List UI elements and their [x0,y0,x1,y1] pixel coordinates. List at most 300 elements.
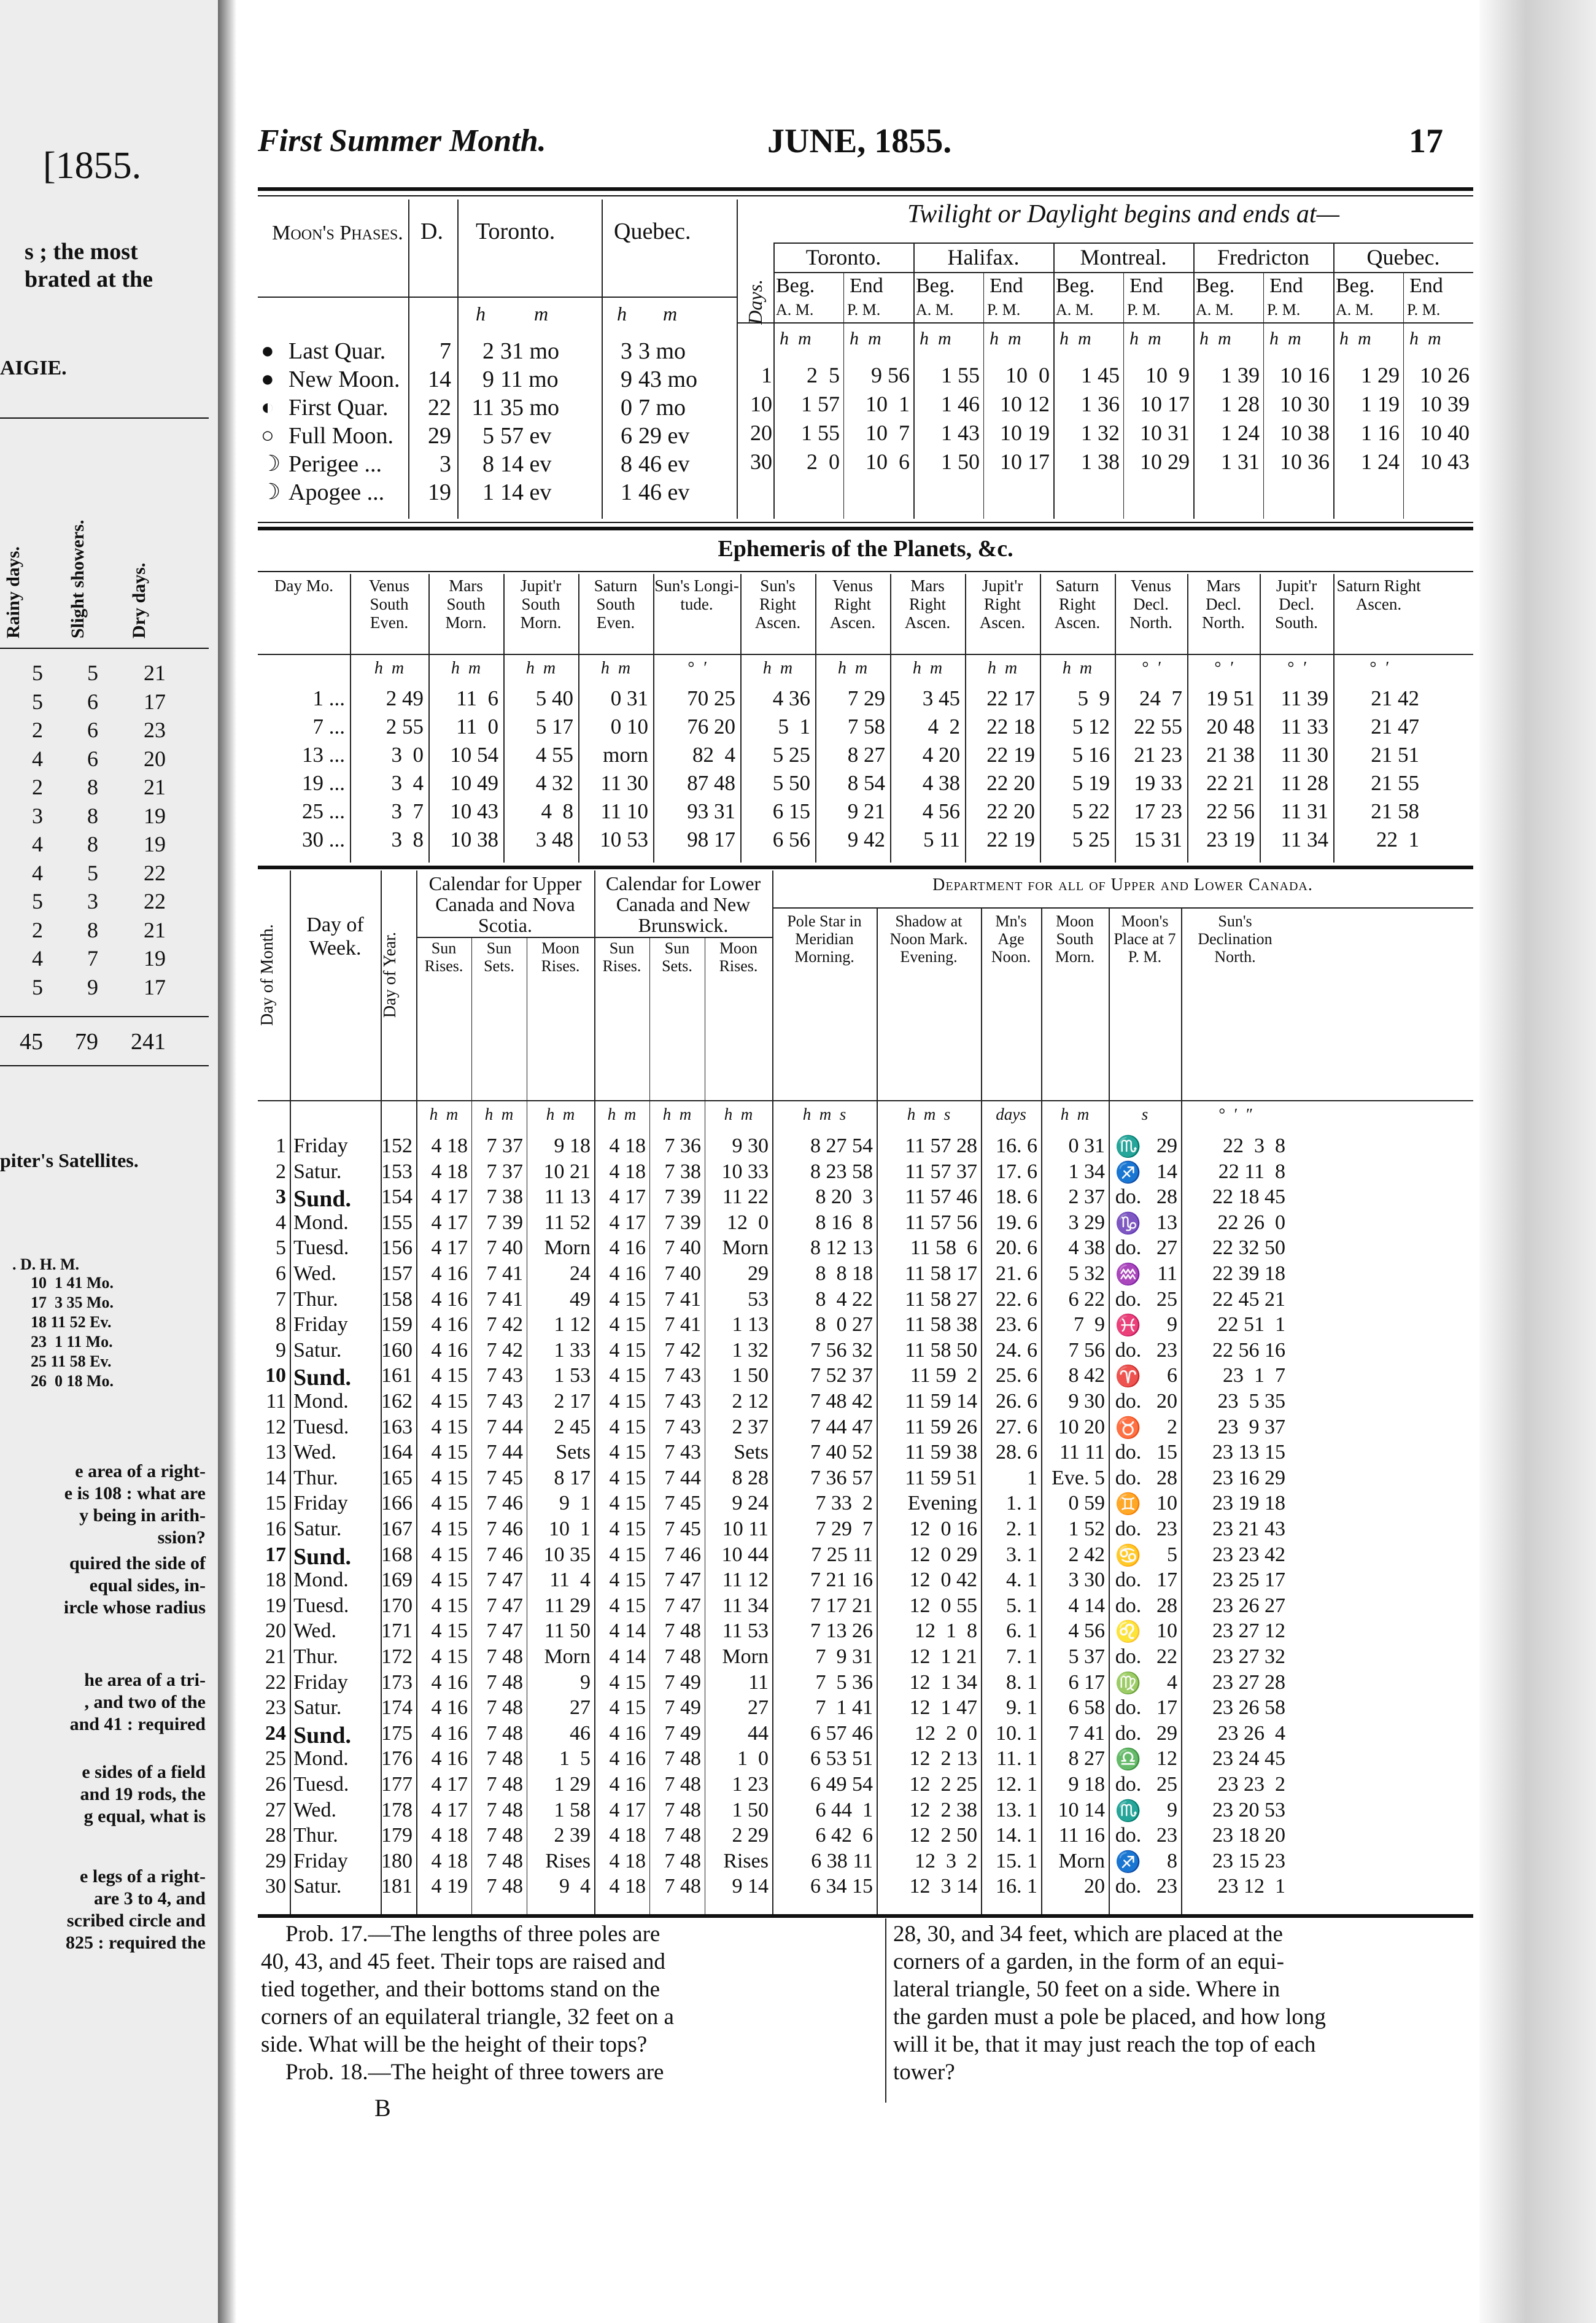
ephemeris-cell: 11 28 [1280,771,1328,795]
calendar-cell: 9. 1 [1006,1696,1037,1720]
calendar-cell: 8 [276,1313,286,1336]
calendar-cell: 22 [265,1670,286,1694]
twilight-pm-label: P. M. [1127,301,1161,319]
calendar-cell: 10 20 [1058,1415,1105,1438]
calendar-cell: 4 [1167,1670,1177,1694]
twilight-beg-label: Beg. [1056,274,1095,297]
ephemeris-cell: 7 ... [312,715,345,739]
twilight-am-label: A. M. [776,301,814,319]
calendar-cell: 178 [381,1798,413,1821]
problem-line: corners of a garden, in the form of an equi- [893,1949,1284,1974]
twilight-time: 10 17 [1140,392,1190,416]
calendar-cell: Tuesd. [293,1415,349,1438]
calendar-cell: 6 44 1 [815,1798,873,1821]
calendar-cell: 29 [748,1262,769,1285]
calendar-cell: 12. 1 [996,1773,1037,1796]
twilight-time: 10 17 [1000,449,1050,474]
twilight-time: 1 43 [941,421,980,445]
calendar-cell: 9 14 [732,1875,769,1898]
calendar-cell: Satur. [293,1875,342,1898]
ephemeris-cell: 21 47 [1371,715,1419,739]
calendar-cell: 4 16 [609,1747,646,1770]
moon-phase-day: 14 [428,366,451,392]
moon-unit-label: h [476,303,486,325]
toronto-hour: 11 [471,395,494,421]
moon-phase-name: Last Quar. [289,338,386,364]
ephemeris-unit: h m [525,659,556,678]
calendar-cell: 2 45 [554,1415,591,1438]
toronto-hour: 8 [482,451,494,477]
zodiac-sign-icon: ♋ [1115,1544,1142,1567]
twilight-end-label: End [850,274,883,297]
calendar-cell: 7 48 [486,1645,523,1668]
calendar-cell: 7 13 26 [810,1619,873,1643]
calendar-cell: 4 17 [431,1773,468,1796]
calendar-cell: 6 42 6 [815,1824,873,1847]
calendar-cell: 24 [265,1721,286,1745]
moon-phase-icon: ☽ [261,479,281,504]
calendar-cell: 13. 1 [996,1798,1037,1821]
calendar-cell: 23 26 4 [1217,1721,1285,1745]
calendar-cell: Sund. [293,1186,352,1212]
calendar-subheader: Sun Rises. [602,939,641,975]
calendar-cell: Rises [723,1849,769,1872]
calendar-cell: 4 15 [431,1569,468,1592]
left-rule [0,417,209,419]
calendar-cell: 7 25 11 [811,1543,873,1566]
left-text-line: g equal, what is [83,1806,206,1826]
twilight-day: 20 [750,421,772,445]
calendar-cell: 22 56 16 [1212,1338,1285,1362]
calendar-unit: h m [607,1105,637,1123]
calendar-cell: 172 [381,1645,413,1668]
header-rule [258,187,1473,191]
calendar-cell: 22 32 50 [1212,1236,1285,1260]
zodiac-sign-icon: do. [1115,1824,1142,1847]
calendar-cell: 4 15 [609,1543,646,1566]
calendar-cell: 2 39 [554,1824,591,1847]
calendar-cell: 4 15 [431,1619,468,1643]
left-heading-fragment: AIGIE. [0,357,67,379]
toronto-hour: 2 [482,338,494,364]
calendar-cell: 23 [265,1696,286,1720]
calendar-cell: 7 41 [1068,1721,1105,1745]
calendar-subheader: Sun's Declination North. [1198,912,1273,966]
twilight-time: 1 46 [941,392,980,416]
ephemeris-unit: h m [1062,659,1093,678]
calendar-cell: 6 [1167,1364,1177,1387]
ephemeris-cell: 5 50 [772,771,810,795]
calendar-cell: 7 47 [486,1594,523,1617]
calendar-cell: 5 [276,1236,286,1260]
ephemeris-cell: 21 51 [1371,743,1419,767]
ephemeris-unit: h m [600,659,631,678]
calendar-cell: 23 18 20 [1212,1824,1285,1847]
calendar-cell: 8 27 54 [810,1134,873,1157]
calendar-cell: 6 34 15 [810,1875,873,1898]
zodiac-sign-icon: do. [1115,1645,1142,1668]
calendar-subheader: Sun Sets. [662,939,692,975]
ephemeris-cell: 15 31 [1134,828,1182,851]
zodiac-sign-icon: do. [1115,1569,1142,1592]
calendar-cell: 4 15 [431,1594,468,1617]
twilight-time: 1 57 [801,392,840,416]
day-of-year-header: Day of Year. [381,932,400,1018]
calendar-cell: 7 36 [664,1134,701,1157]
moon-phase-day: 7 [440,338,451,364]
left-table-cell: 2 [32,775,43,799]
calendar-cell: 4 15 [609,1338,646,1362]
calendar-cell: 6. 1 [1006,1619,1037,1643]
ephemeris-cell: 10 38 [450,828,498,851]
quebec-hour: 1 [621,479,632,505]
problem-line: 40, 43, and 45 feet. Their tops are raised and [261,1949,665,1974]
ephemeris-cell: 3 0 [391,743,424,767]
ephemeris-cell: 2 55 [385,715,424,739]
calendar-cell: 27. 6 [996,1415,1037,1438]
calendar-cell: 4 18 [609,1824,646,1847]
left-table-cell: 21 [144,917,166,942]
moon-unit-label: m [534,303,549,325]
calendar-cell: 27 [748,1696,769,1720]
calendar-cell: 4 18 [609,1875,646,1898]
calendar-cell: 20 [1084,1875,1105,1898]
left-table-cell: 4 [32,832,43,856]
calendar-subheader: Moon's Place at 7 P. M. [1114,912,1176,966]
ephemeris-cell: 19 ... [302,771,345,795]
calendar-unit: h m s [907,1105,951,1123]
calendar-cell: 11 59 38 [905,1441,977,1464]
calendar-cell: 23 16 29 [1212,1466,1285,1489]
calendar-rule [258,1100,1473,1101]
calendar-cell: 152 [381,1134,413,1157]
zodiac-sign-icon: do. [1115,1236,1142,1260]
moon-rule [258,297,737,298]
calendar-cell: Friday [293,1670,348,1694]
zodiac-sign-icon: do. [1115,1338,1142,1362]
left-table-cell: 22 [144,889,166,913]
calendar-cell: 12 1 21 [909,1645,977,1668]
calendar-cell: 7 48 [664,1875,701,1898]
calendar-cell: 4 16 [609,1262,646,1285]
signature-mark: B [374,2094,391,2122]
twilight-time: 1 29 [1361,363,1400,387]
ephemeris-cell: 4 38 [922,771,960,795]
ephemeris-cell: 22 1 [1376,828,1419,851]
ephemeris-header: Day Mo. [274,576,333,595]
calendar-cell: 7 56 [1068,1338,1105,1362]
calendar-cell: 7 48 [664,1619,701,1643]
calendar-cell: 12 [265,1415,286,1438]
problem-line: tied together, and their bottoms stand on the [261,1977,660,2002]
ephemeris-cell: 22 20 [986,799,1035,823]
zodiac-sign-icon: ♑ [1115,1212,1142,1235]
calendar-cell: 4 18 [609,1849,646,1872]
calendar-cell: 22 51 1 [1217,1313,1285,1336]
calendar-cell: 4 15 [609,1492,646,1515]
calendar-cell: 4 15 [609,1518,646,1540]
calendar-cell: 7 40 [664,1236,701,1260]
calendar-cell: 2 42 [1068,1543,1105,1566]
ephemeris-unit: ° ′ [687,659,707,678]
calendar-cell: 22 45 21 [1212,1287,1285,1311]
calendar-cell: Morn [544,1236,591,1260]
calendar-cell: 7 43 [664,1364,701,1387]
twilight-beg-label: Beg. [1336,274,1375,297]
calendar-cell: 4 15 [609,1594,646,1617]
calendar-cell: 26. 6 [996,1390,1037,1413]
zodiac-sign-icon: do. [1115,1466,1142,1489]
calendar-cell: 7 49 [664,1696,701,1720]
calendar-cell: 1 [1027,1466,1037,1489]
left-year-label: [1855. [43,145,142,187]
calendar-cell: 4 17 [431,1211,468,1234]
calendar-cell: 154 [381,1185,413,1209]
twilight-rule [773,272,1473,273]
calendar-cell: 4 16 [431,1338,468,1362]
zodiac-sign-icon: ♐ [1115,1161,1142,1184]
twilight-time: 10 7 [866,421,910,445]
calendar-cell: 11 13 [544,1185,591,1209]
moon-phase-name: New Moon. [289,366,400,392]
ephemeris-cell: 21 58 [1371,799,1419,823]
calendar-cell: 1 5 [559,1747,591,1770]
calendar-cell: 4 16 [431,1721,468,1745]
calendar-cell: 7 44 [664,1466,701,1489]
calendar-cell: 4 17 [431,1798,468,1821]
calendar-cell: 7 48 [486,1721,523,1745]
calendar-subheader: Pole Star in Meridian Morning. [787,912,862,966]
calendar-cell: 164 [381,1441,413,1464]
calendar-cell: 7 48 [664,1849,701,1872]
zodiac-sign-icon: do. [1115,1773,1142,1796]
calendar-cell: Sund. [293,1543,352,1570]
calendar-cell: 22 39 18 [1212,1262,1285,1285]
calendar-cell: 7 36 57 [810,1466,873,1489]
calendar-cell: 2. 1 [1006,1518,1037,1540]
calendar-cell: 23 27 28 [1212,1670,1285,1694]
left-text-line: 825 : required the [65,1933,206,1953]
ephemeris-unit: h m [451,659,481,678]
calendar-cell: 174 [381,1696,413,1720]
left-table-cell: 8 [87,917,98,942]
calendar-cell: 23 [1156,1875,1177,1898]
calendar-cell: 22 18 45 [1212,1185,1285,1209]
left-table-cell: 19 [144,803,166,828]
calendar-cell: 53 [748,1287,769,1311]
calendar-cell: 11 57 37 [905,1160,977,1183]
calendar-cell: Thur. [293,1466,338,1489]
calendar-cell: 4 17 [609,1798,646,1821]
calendar-unit: h m [724,1105,753,1123]
left-text-line: e sides of a field [82,1762,206,1782]
left-table-cell: 4 [32,860,43,885]
left-text-line: e legs of a right- [80,1866,206,1887]
calendar-cell: 6 22 [1068,1287,1105,1311]
calendar-cell: 10 44 [721,1543,769,1566]
calendar-cell: 6 58 [1068,1696,1105,1720]
calendar-cell: 181 [381,1875,413,1898]
calendar-cell: 11 57 56 [905,1211,977,1234]
ephemeris-cell: 10 54 [450,743,498,767]
twilight-time: 10 38 [1280,421,1330,445]
satellite-row: 18 11 52 Ev. [31,1313,112,1331]
twilight-time: 10 29 [1140,449,1190,474]
ephemeris-cell: 11 33 [1280,715,1328,739]
ephemeris-cell: 3 8 [391,828,424,851]
zodiac-sign-icon: ♊ [1115,1493,1142,1516]
calendar-cell: 9 [580,1670,591,1694]
calendar-cell: 4 14 [609,1619,646,1643]
moon-unit-label: h [617,303,627,325]
calendar-cell: Sund. [293,1722,352,1748]
ephemeris-header: Sun's Right Ascen. [754,576,801,632]
calendar-cell: 176 [381,1747,413,1770]
twilight-time: 1 39 [1221,363,1260,387]
calendar-cell: 2 [1167,1415,1177,1438]
calendar-cell: 4 15 [609,1569,646,1592]
calendar-cell: 10 [1156,1619,1177,1643]
calendar-cell: Satur. [293,1518,342,1540]
calendar-cell: Mond. [293,1569,349,1592]
calendar-cell: 26 [265,1773,286,1796]
calendar-cell: 7 37 [486,1134,523,1157]
zodiac-sign-icon: ♈ [1115,1365,1142,1389]
twilight-day: 30 [750,449,772,474]
ephemeris-unit: h m [837,659,868,678]
ephemeris-cell: 21 23 [1134,743,1182,767]
calendar-cell: 11 58 6 [910,1236,977,1260]
moon-phase-name: Perigee ... [289,451,382,477]
calendar-subheader: Shadow at Noon Mark. Evening. [889,912,968,966]
ephemeris-cell: 19 51 [1206,686,1255,710]
calendar-cell: 161 [381,1364,413,1387]
calendar-cell: 23. 6 [996,1313,1037,1336]
header-rule [258,195,1473,196]
calendar-cell: 7 9 31 [815,1645,873,1668]
quebec-minute: 43 mo [638,366,698,392]
ephemeris-header: Venus Decl. North. [1129,576,1172,632]
quebec-minute: 29 ev [638,423,690,449]
calendar-cell: 155 [381,1211,413,1234]
left-text-line: equal sides, in- [89,1575,206,1596]
twilight-time: 10 16 [1280,363,1330,387]
calendar-cell: 3 [276,1185,286,1209]
moon-d-header: D. [420,219,443,244]
twilight-time: 1 55 [801,421,840,445]
calendar-cell: 7 33 2 [815,1492,873,1515]
quebec-hour: 0 [621,395,632,421]
twilight-beg-label: Beg. [1196,274,1235,297]
twilight-unit-h: h m [1199,328,1231,349]
zodiac-sign-icon: ♒ [1115,1263,1142,1286]
calendar-cell: 4 17 [609,1185,646,1209]
toronto-minute: 57 ev [500,423,552,449]
left-table-cell: 9 [87,974,98,999]
calendar-cell: 4 16 [609,1236,646,1260]
toronto-minute: 31 mo [500,338,560,364]
twilight-time: 10 9 [1145,363,1190,387]
zodiac-sign-icon: ♏ [1115,1799,1142,1823]
ephemeris-cell: 19 33 [1134,771,1182,795]
ephemeris-cell: 5 22 [1072,799,1110,823]
ephemeris-cell: 22 21 [1206,771,1255,795]
calendar-cell: 7 47 [664,1569,701,1592]
left-text-line: he area of a tri- [84,1670,206,1690]
problem-line: 28, 30, and 34 feet, which are placed at the [893,1922,1283,1947]
calendar-cell: Sets [734,1441,769,1464]
calendar-cell: 8 17 [554,1466,591,1489]
calendar-cell: 7 48 [664,1798,701,1821]
ephemeris-cell: 30 ... [302,828,345,851]
zodiac-sign-icon: ♉ [1115,1416,1142,1440]
calendar-cell: 4 14 [609,1645,646,1668]
ephemeris-unit: h m [374,659,405,678]
ephemeris-header: Mars Right Ascen. [904,576,951,632]
calendar-cell: 46 [570,1721,591,1745]
left-text-line: e area of a right- [75,1461,206,1481]
twilight-am-label: A. M. [916,301,954,319]
ephemeris-cell: 5 12 [1072,715,1110,739]
calendar-cell: 23 1 7 [1223,1364,1285,1387]
twilight-title: Twilight or Daylight begins and ends at— [907,200,1339,228]
twilight-day: 1 [761,363,772,387]
zodiac-sign-icon: do. [1115,1518,1142,1540]
calendar-cell: 10 14 [1058,1798,1105,1821]
calendar-cell: 171 [381,1619,413,1643]
ephemeris-cell: 11 31 [1280,799,1328,823]
calendar-cell: 12 2 0 [915,1721,977,1745]
ephemeris-cell: 22 20 [986,771,1035,795]
calendar-cell: 20 [265,1619,286,1643]
ephemeris-unit: ° ′ [1287,659,1306,678]
calendar-cell: 7 47 [664,1594,701,1617]
calendar-cell: 1 53 [554,1364,591,1387]
problem-line: Prob. 18.—The height of three towers are [285,2060,664,2085]
ephemeris-cell: 5 9 [1077,686,1110,710]
calendar-cell: 4 15 [609,1441,646,1464]
ephemeris-cell: morn [603,743,648,767]
calendar-cell: 4 18 [431,1849,468,1872]
calendar-cell: 11 58 50 [905,1338,977,1362]
calendar-cell: 7 9 [1074,1313,1105,1336]
calendar-cell: 11 22 [722,1185,769,1209]
calendar-cell: 4 16 [609,1721,646,1745]
calendar-cell: 23 23 2 [1217,1773,1285,1796]
calendar-cell: Tuesd. [293,1594,349,1617]
calendar-cell: 166 [381,1492,413,1515]
calendar-cell: 4 15 [431,1415,468,1438]
calendar-cell: Morn [1058,1849,1105,1872]
calendar-cell: 11 58 38 [905,1313,977,1336]
ephemeris-cell: 9 21 [847,799,885,823]
calendar-cell: 179 [381,1824,413,1847]
calendar-cell: 4 18 [609,1160,646,1183]
calendar-cell: 15 [1156,1441,1177,1464]
twilight-time: 10 19 [1000,421,1050,445]
calendar-cell: Tuesd. [293,1236,349,1260]
twilight-end-label: End [1129,274,1163,297]
calendar-cell: 7 45 [664,1492,701,1515]
calendar-cell: Satur. [293,1160,342,1183]
calendar-unit: days [996,1105,1026,1123]
calendar-cell: 3. 1 [1006,1543,1037,1566]
calendar-cell: 7 47 [486,1619,523,1643]
ephemeris-cell: 6 15 [772,799,810,823]
left-col-header: Dry days. [129,562,149,638]
moon-phase-icon: ● [261,338,274,363]
twilight-end-label: End [990,274,1023,297]
